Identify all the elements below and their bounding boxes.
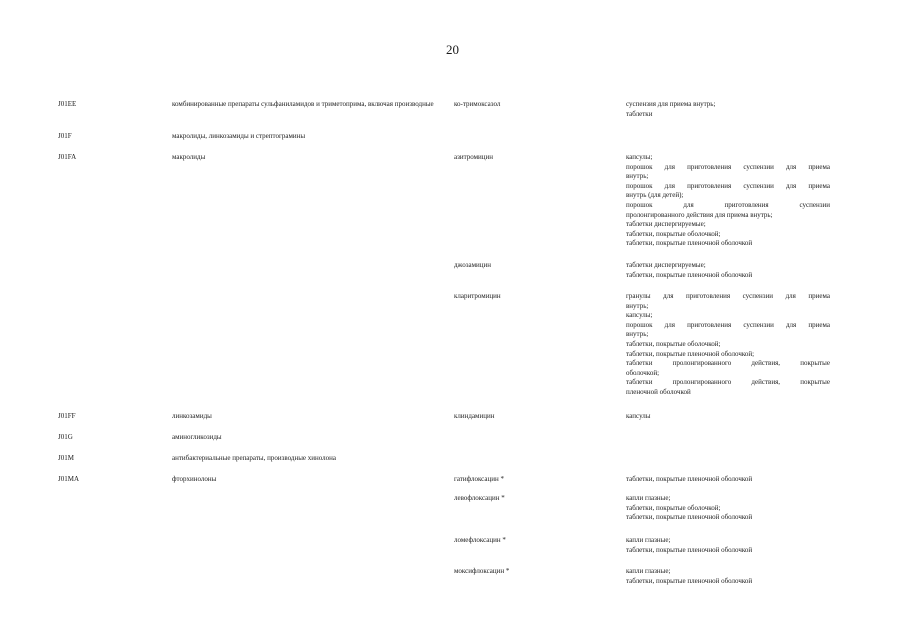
pharmacological-group: линкозамиды	[172, 412, 212, 420]
dosage-form-line: таблетки, покрытые оболочкой;	[626, 339, 721, 348]
dosage-form-line: таблетки, покрытые пленочной оболочкой	[626, 513, 753, 522]
dosage-forms	[626, 567, 830, 586]
dosage-form-line: капли глазные;	[626, 494, 671, 502]
dosage-form-line: капсулы;	[626, 311, 653, 320]
dosage-forms	[626, 494, 830, 523]
dosage-form-line: таблетки пролонгированного действия, покрытые	[626, 378, 830, 387]
dosage-form-line: гранулы для приготовления суспензии для приема	[626, 292, 830, 300]
drug-name: моксифлоксацин *	[454, 567, 510, 575]
dosage-form-line: таблетки, покрытые пленочной оболочкой	[626, 270, 753, 279]
dosage-forms	[626, 261, 830, 280]
pharmacological-group: макролиды	[172, 153, 206, 161]
dosage-form-line: таблетки диспергируемые;	[626, 220, 706, 229]
dosage-forms	[626, 536, 830, 555]
atc-code: J01F	[58, 132, 72, 140]
drug-name: левофлоксацин *	[454, 494, 505, 502]
drug-name: кларитромицин	[454, 292, 501, 300]
pharmacological-group: фторхинолоны	[172, 475, 217, 483]
dosage-forms	[626, 475, 830, 485]
dosage-form-line: таблетки, покрытые пленочной оболочкой	[626, 475, 753, 483]
dosage-form-line: внутрь;	[626, 301, 649, 310]
pharmacological-group: макролиды, линкозамиды и стрептограмины	[172, 132, 306, 140]
dosage-form-line: внутрь;	[626, 172, 649, 181]
dosage-form-line: порошок для приготовления суспензии	[626, 200, 830, 209]
drug-name: ломефлоксацин *	[454, 536, 506, 544]
atc-code: J01G	[58, 433, 73, 441]
pharmacological-group: антибактериальные препараты, производные хинолона	[172, 454, 337, 462]
dosage-form-line: таблетки пролонгированного действия, покрытые	[626, 359, 830, 368]
dosage-form-line: порошок для приготовления суспензии для приема	[626, 320, 830, 329]
dosage-form-line: таблетки, покрытые пленочной оболочкой	[626, 239, 753, 248]
drug-name: ко-тримоксазол	[454, 100, 501, 108]
dosage-form-line: внутрь (для детей);	[626, 191, 684, 200]
dosage-form-line: таблетки, покрытые оболочкой;	[626, 229, 721, 238]
dosage-form-line: таблетки	[626, 109, 653, 118]
dosage-form-line: порошок для приготовления суспензии для приема	[626, 181, 830, 190]
dosage-form-line: капли глазные;	[626, 536, 671, 544]
dosage-form-line: таблетки, покрытые пленочной оболочкой;	[626, 349, 755, 358]
dosage-form-line: внутрь;	[626, 330, 649, 339]
dosage-form-line: оболочкой;	[626, 368, 660, 377]
atc-code: J01M	[58, 454, 74, 462]
dosage-forms	[626, 100, 830, 119]
dosage-form-line: таблетки, покрытые пленочной оболочкой	[626, 545, 753, 554]
drug-name: азитромицин	[454, 153, 494, 161]
dosage-form-line: суспензия для приема внутрь;	[626, 100, 716, 108]
dosage-form-line: пролонгированного действия для приема внутрь;	[626, 210, 773, 219]
atc-code: J01FA	[58, 153, 77, 161]
atc-code: J01EE	[58, 100, 77, 108]
dosage-form-line: порошок для приготовления суспензии для приема	[626, 162, 830, 171]
drug-name: клиндамицин	[454, 412, 495, 420]
pharmacological-group: комбинированные препараты сульфаниламидов и триметоприма, включая производные	[172, 100, 434, 108]
dosage-forms	[626, 292, 830, 398]
dosage-form-line: капсулы	[626, 412, 651, 420]
dosage-form-line: таблетки, покрытые оболочкой;	[626, 503, 721, 512]
dosage-form-line: таблетки, покрытые пленочной оболочкой	[626, 576, 753, 585]
dosage-form-line: пленочной оболочкой	[626, 387, 691, 396]
dosage-form-line: капсулы;	[626, 153, 653, 161]
dosage-forms	[626, 153, 830, 249]
page-number: 20	[446, 42, 459, 57]
atc-code: J01FF	[58, 412, 76, 420]
atc-code: J01MA	[58, 475, 80, 483]
drug-name: гатифлоксацин *	[454, 475, 504, 483]
dosage-form-line: таблетки диспергируемые;	[626, 261, 706, 269]
dosage-form-line: капли глазные;	[626, 567, 671, 575]
drug-name: джозамицин	[454, 261, 492, 269]
pharmacological-group: аминогликозиды	[172, 433, 222, 441]
dosage-forms	[626, 412, 830, 422]
